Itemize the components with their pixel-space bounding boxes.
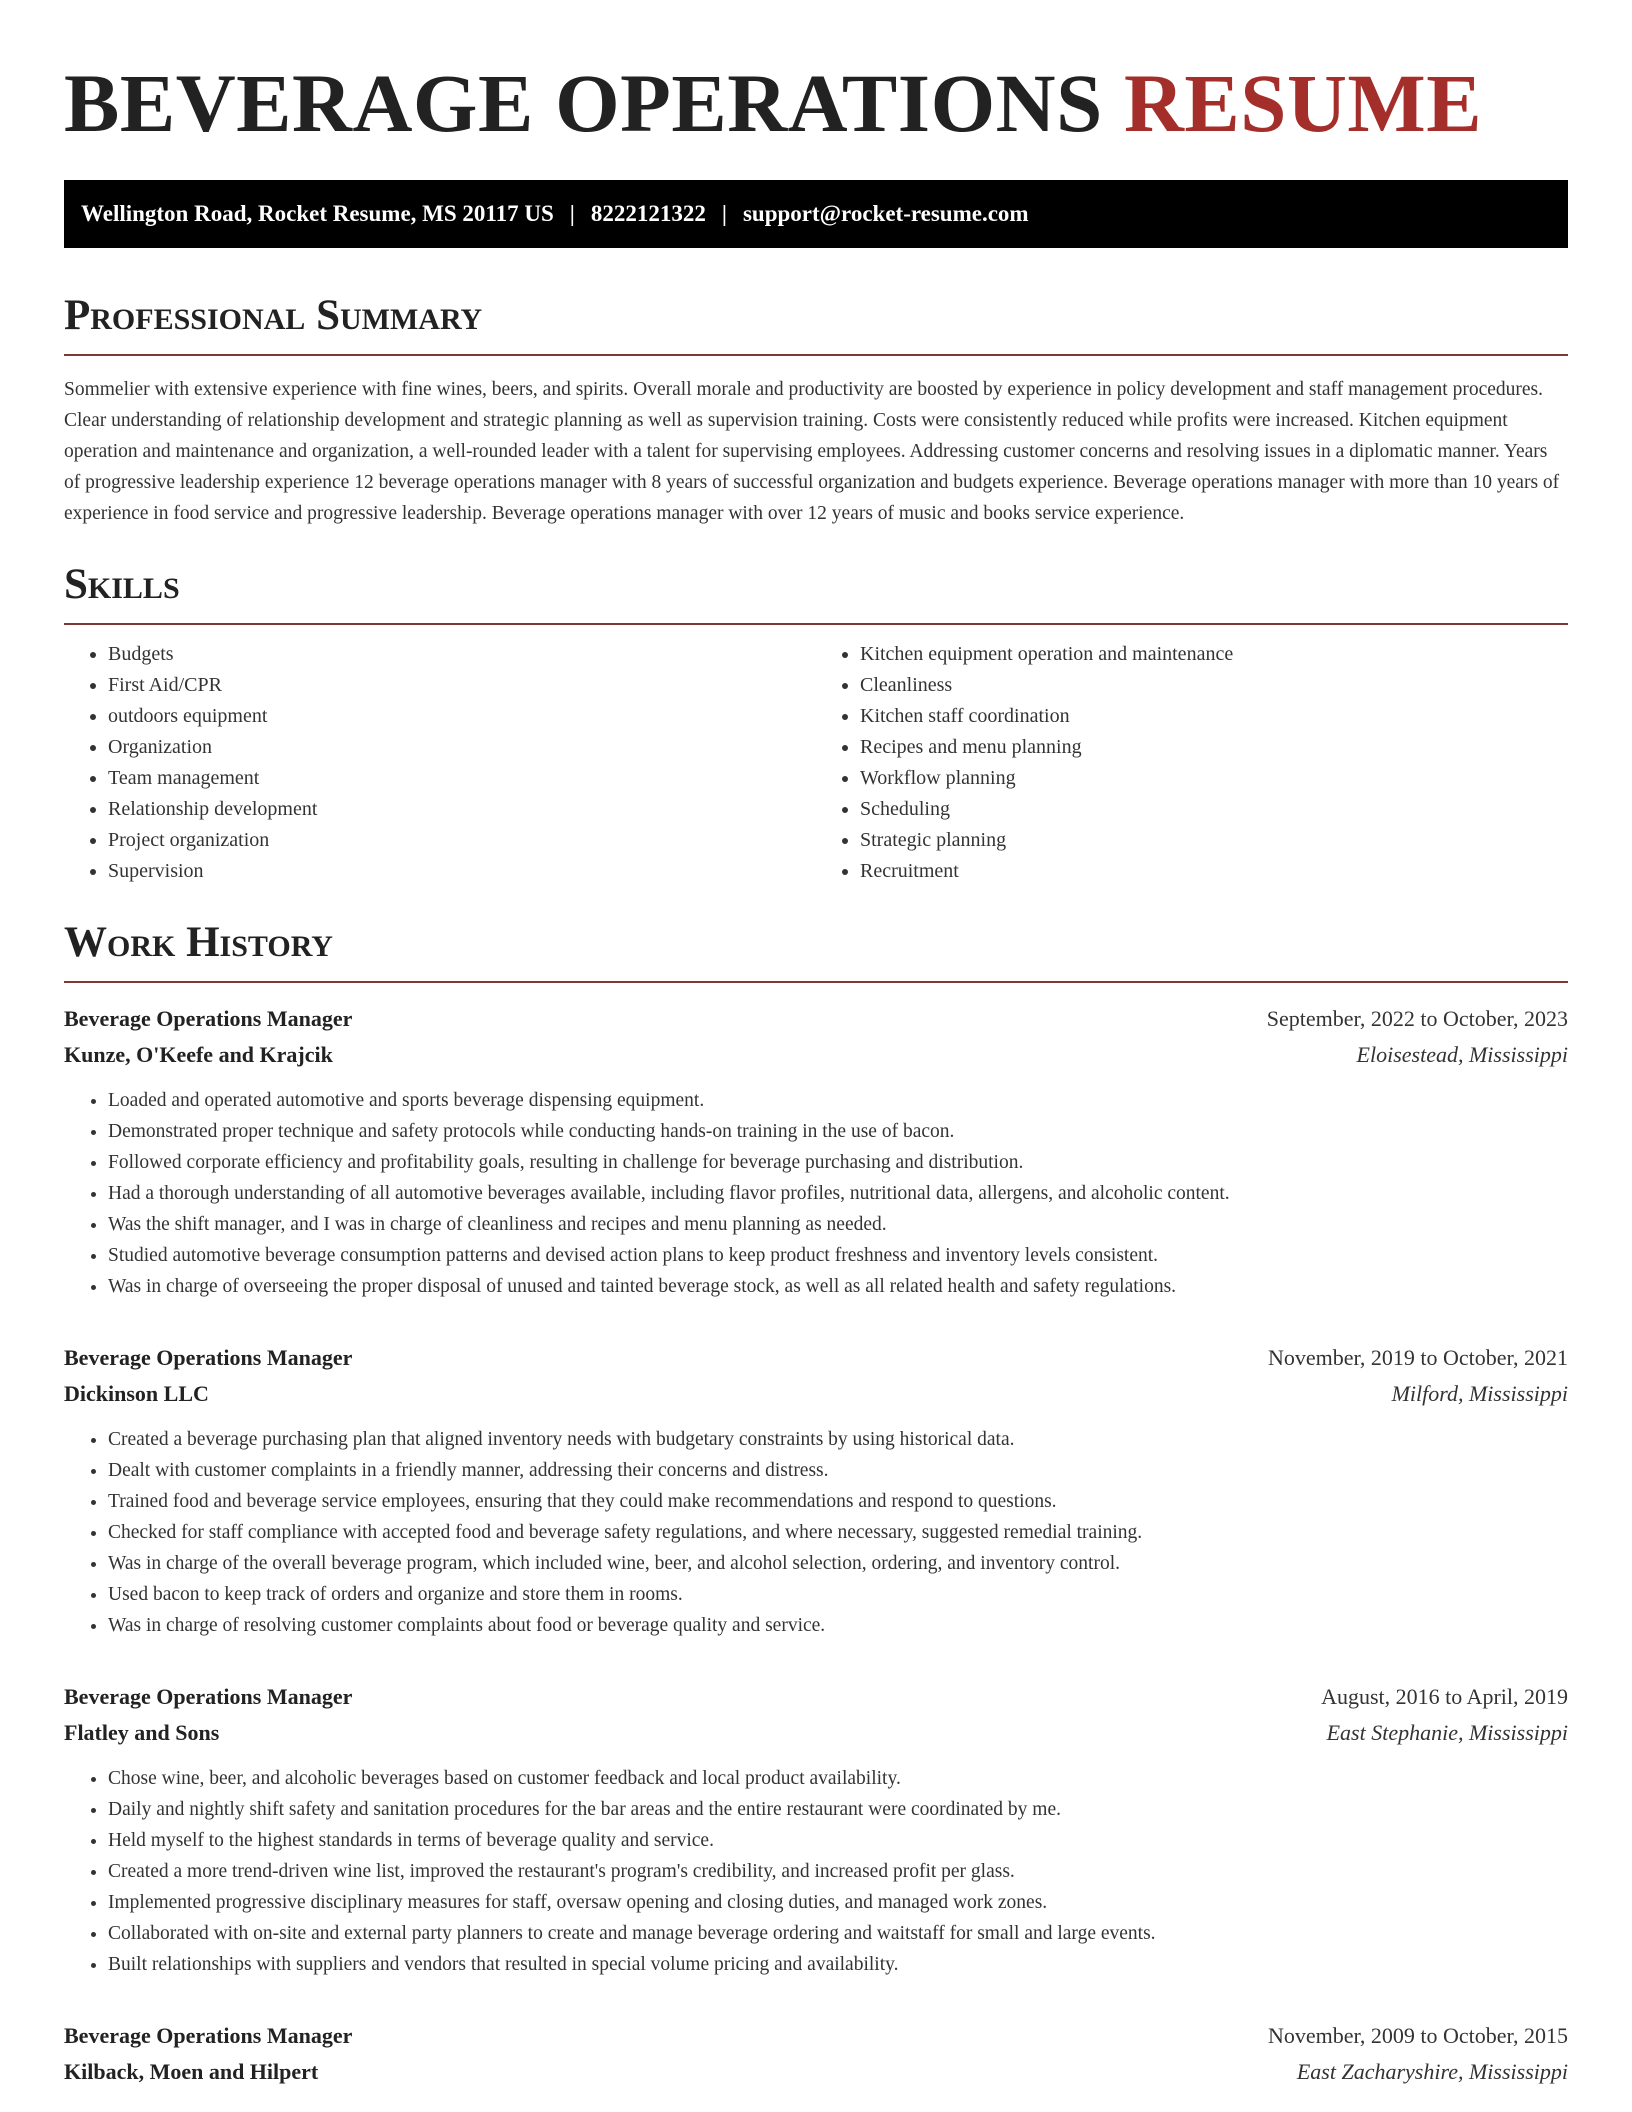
job-duties-list — [64, 1763, 1568, 1980]
skills-section-title: Skills — [64, 561, 1568, 625]
job-duty-item: • Was the shift manager, and I was in charge of cleanliness and recipes and menu planning as needed. — [108, 1209, 1568, 1240]
summary-section-title: Professional Summary — [64, 292, 1568, 356]
job-dates: November, 2019 to October, 2021 — [1267, 1345, 1568, 1370]
job-header-row — [64, 2018, 1568, 2054]
skill-item: • First Aid/CPR — [108, 670, 816, 701]
skill-item: • Supervision — [108, 856, 816, 887]
work-history-list — [64, 1001, 1568, 2090]
job-duty-item: • Demonstrated proper technique and safety protocols while conducting hands-on training in the use of bacon. — [108, 1116, 1568, 1147]
job-duty-item: • Used bacon to keep track of orders and organize and store them in rooms. — [108, 1579, 1568, 1610]
job-company-row — [64, 2054, 1568, 2090]
job-entry — [64, 2018, 1568, 2090]
contact-email: support@rocket-resume.com — [742, 201, 1029, 226]
job-dates: November, 2009 to October, 2015 — [1267, 2023, 1568, 2048]
job-role: Beverage Operations Manager — [64, 1345, 353, 1370]
job-duty-item: • Dealt with customer complaints in a friendly manner, addressing their concerns and distress. — [108, 1455, 1568, 1486]
skill-item: • Scheduling — [860, 794, 1568, 825]
job-location: East Stephanie, Mississippi — [1326, 1720, 1568, 1745]
skill-item: • Relationship development — [108, 794, 816, 825]
skill-item: • Budgets — [108, 639, 816, 670]
job-dates: August, 2016 to April, 2019 — [1321, 1684, 1568, 1709]
job-role: Beverage Operations Manager — [64, 1006, 353, 1031]
job-duty-item: • Was in charge of the overall beverage program, which included wine, beer, and alcohol selection, ordering, and inventory control. — [108, 1548, 1568, 1579]
skill-item: • Cleanliness — [860, 670, 1568, 701]
job-duties-list — [64, 1085, 1568, 1302]
resume-title-accent: RESUME — [1123, 57, 1483, 149]
job-duty-item: • Built relationships with suppliers and vendors that resulted in special volume pricing and availability. — [108, 1949, 1568, 1980]
job-entry — [64, 1679, 1568, 1980]
job-duty-item: • Created a beverage purchasing plan that aligned inventory needs with budgetary constraints by using historical data. — [108, 1424, 1568, 1455]
skill-item: • outdoors equipment — [108, 701, 816, 732]
job-duty-item: • Studied automotive beverage consumption patterns and devised action plans to keep product freshness and inventory levels consistent. — [108, 1240, 1568, 1271]
job-duty-item: • Was in charge of resolving customer complaints about food or beverage quality and service. — [108, 1610, 1568, 1641]
contact-phone: 8222121322 — [590, 201, 706, 226]
job-company-row — [64, 1037, 1568, 1073]
job-duties-list — [64, 1424, 1568, 1641]
job-duty-item: • Followed corporate efficiency and profitability goals, resulting in challenge for beverage purchasing and distribution. — [108, 1147, 1568, 1178]
skills-column-right — [816, 639, 1568, 887]
job-company: Dickinson LLC — [64, 1381, 209, 1406]
skill-item: • Organization — [108, 732, 816, 763]
work-history-section-title: Work History — [64, 919, 1568, 983]
job-location: East Zacharyshire, Mississippi — [1296, 2059, 1568, 2084]
job-location: Eloisestead, Mississippi — [1356, 1042, 1568, 1067]
job-company: Flatley and Sons — [64, 1720, 220, 1745]
job-duty-item: • Loaded and operated automotive and sports beverage dispensing equipment. — [108, 1085, 1568, 1116]
job-duty-item: • Held myself to the highest standards in terms of beverage quality and service. — [108, 1825, 1568, 1856]
summary-text: Sommelier with extensive experience with fine wines, beers, and spirits. Overall morale and productivity are boosted by experience in policy development and staff management procedures. Clear understanding of relationship development and strategic planning as well as supervision training. Costs were consistently reduced while profits were increased. Kitchen equipment operation and maintenance and organization, a well-rounded leader with a talent for supervising employees. Addressing customer concerns and resolving issues in a diplomatic manner. Years of progressive leadership experience 12 beverage operations manager with 8 years of successful organization and budgets experience. Beverage operations manager with more than 10 years of experience in food service and progressive leadership. Beverage operations manager with over 12 years of music and books service experience. — [64, 379, 1560, 524]
skill-item: • Team management — [108, 763, 816, 794]
skill-item: • Project organization — [108, 825, 816, 856]
skill-item: • Strategic planning — [860, 825, 1568, 856]
job-duty-item: • Trained food and beverage service employees, ensuring that they could make recommendations and respond to questions. — [108, 1486, 1568, 1517]
job-duty-item: • Implemented progressive disciplinary measures for staff, oversaw opening and closing duties, and managed work zones. — [108, 1887, 1568, 1918]
skill-item: • Kitchen equipment operation and maintenance — [860, 639, 1568, 670]
skills-list — [64, 639, 1568, 887]
job-duty-item: • Checked for staff compliance with accepted food and beverage safety regulations, and where necessary, suggested remedial training. — [108, 1517, 1568, 1548]
job-duty-item: • Collaborated with on-site and external party planners to create and manage beverage ordering and waitstaff for small and large events. — [108, 1918, 1568, 1949]
job-duty-item: • Created a more trend-driven wine list, improved the restaurant's program's credibility, and increased profit per glass. — [108, 1856, 1568, 1887]
job-company-row — [64, 1376, 1568, 1412]
skill-item: • Recruitment — [860, 856, 1568, 887]
job-header-row — [64, 1679, 1568, 1715]
job-duty-item: • Chose wine, beer, and alcoholic beverages based on customer feedback and local product availability. — [108, 1763, 1568, 1794]
job-header-row — [64, 1340, 1568, 1376]
skills-column-left — [64, 639, 816, 887]
job-header-row — [64, 1001, 1568, 1037]
job-location: Milford, Mississippi — [1391, 1381, 1568, 1406]
job-role: Beverage Operations Manager — [64, 1684, 353, 1709]
contact-address: Wellington Road, Rocket Resume, MS 20117 US — [81, 201, 554, 226]
contact-bar — [64, 180, 1568, 248]
job-company-row — [64, 1715, 1568, 1751]
job-duty-item: • Was in charge of overseeing the proper disposal of unused and tainted beverage stock, as well as all related health and safety regulations. — [108, 1271, 1568, 1302]
job-dates: September, 2022 to October, 2023 — [1266, 1006, 1568, 1031]
job-entry — [64, 1001, 1568, 1302]
job-duty-item: • Had a thorough understanding of all automotive beverages available, including flavor profiles, nutritional data, allergens, and alcoholic content. — [108, 1178, 1568, 1209]
job-duty-item: • Daily and nightly shift safety and sanitation procedures for the bar areas and the entire restaurant were coordinated by me. — [108, 1794, 1568, 1825]
job-role: Beverage Operations Manager — [64, 2023, 353, 2048]
skill-item: • Kitchen staff coordination — [860, 701, 1568, 732]
resume-title — [64, 0, 1568, 148]
job-company: Kunze, O'Keefe and Krajcik — [64, 1042, 333, 1067]
skill-item: • Recipes and menu planning — [860, 732, 1568, 763]
job-entry — [64, 1340, 1568, 1641]
skill-item: • Workflow planning — [860, 763, 1568, 794]
job-company: Kilback, Moen and Hilpert — [64, 2059, 319, 2084]
contact-separator: | — [569, 201, 575, 226]
resume-title-main: BEVERAGE OPERATIONS — [64, 57, 1103, 149]
contact-separator: | — [721, 201, 727, 226]
